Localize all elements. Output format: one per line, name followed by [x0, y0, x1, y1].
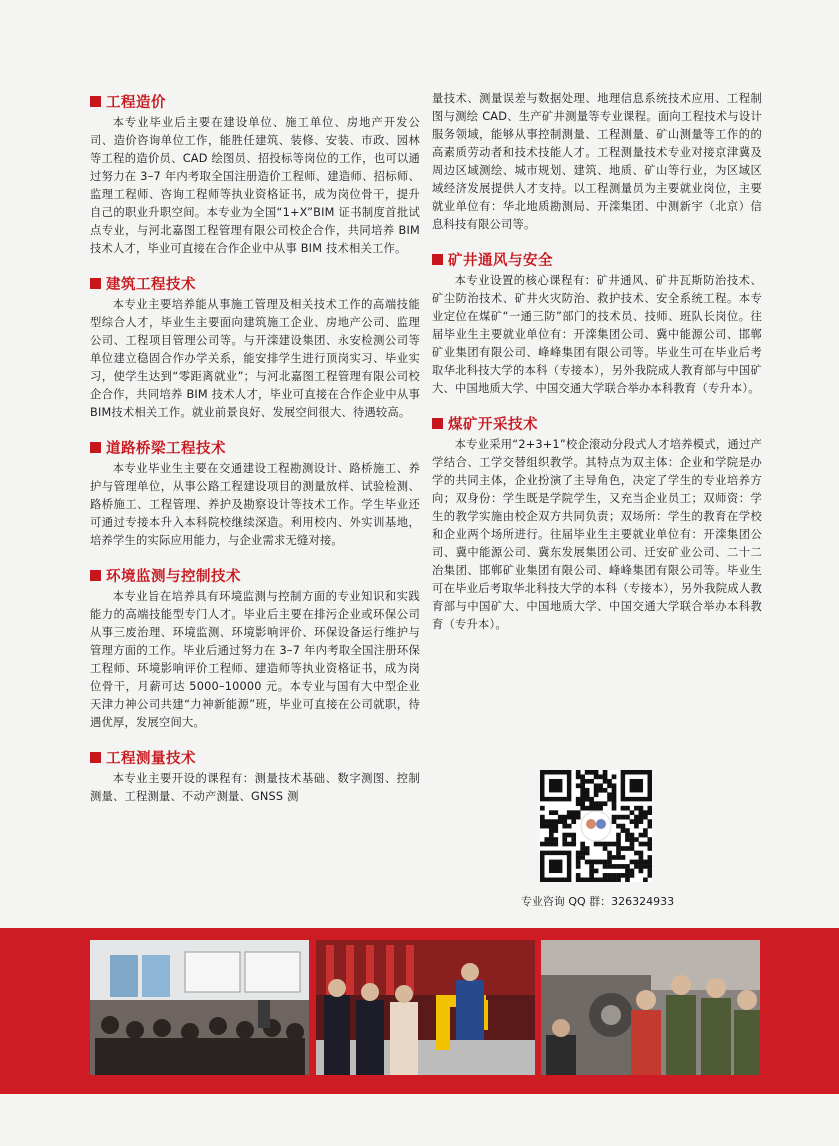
section-cost-engineering [90, 90, 420, 258]
red-square-icon [432, 254, 443, 265]
section-text: 量技术、测量误差与数据处理、地理信息系统技术应用、工程制图与测绘 CAD、生产矿井测量等专业课程。面向工程技术与设计服务领域，能够从事控制测量、工程测量、矿山测量等工作的的高素质劳动者和技术技能人才。工程测量技术专业对接京津冀及周边区域测绘、城市规划、建筑、地质、矿山等行业，为区域区域经济发展提供人才支持。以工程测量员为主要就业岗位，主要就业单位有：华北地质勘测局、开滦集团、中测新宇（北京）信息科技有限公司等。 [432, 92, 762, 231]
section-surveying-continued [432, 90, 762, 234]
qq-group-caption: 专业咨询 QQ 群：326324933 [520, 895, 675, 908]
red-square-icon [90, 278, 101, 289]
red-square-icon [90, 442, 101, 453]
section-title: 工程造价 [106, 94, 166, 111]
section-surveying [90, 746, 420, 806]
section-coal-mining [432, 412, 762, 634]
section-title: 建筑工程技术 [106, 276, 196, 293]
section-heading [432, 412, 762, 434]
red-square-icon [90, 752, 101, 763]
red-square-icon [432, 418, 443, 429]
section-environment [90, 564, 420, 732]
section-heading [90, 746, 420, 768]
section-title: 环境监测与控制技术 [106, 568, 241, 585]
section-heading [90, 436, 420, 458]
section-heading [90, 564, 420, 586]
section-building-engineering [90, 272, 420, 422]
section-heading [90, 90, 420, 112]
section-title: 道路桥梁工程技术 [106, 440, 226, 457]
red-square-icon [90, 96, 101, 107]
robot-lab-photo [316, 940, 535, 1075]
section-mine-ventilation [432, 248, 762, 398]
section-text: 本专业毕业后主要在建设单位、施工单位、房地产开发公司、造价咨询单位工作，能胜任建筑、装修、安装、市政、园林等工程的造价员、CAD 绘图员、招投标等岗位的工作，也可以通过努力在 3–7 年内考取全国注册造价工程师、建造师、招标师、监理工程师、咨询工程师等执业资格证书，成为岗位骨干，提升自己的职业升职空间。本专业为全国“1+X”BIM 证书制度首批试点专业，与河北嘉图工程管理有限公司校企合作，共同培养 BIM 技术人才，毕业可直接在合作企业中从事 BIM 技术相关工作。 [90, 116, 420, 255]
section-title: 工程测量技术 [106, 750, 196, 767]
qr-code-image[interactable] [540, 770, 652, 882]
section-text: 本专业主要培养能从事施工管理及相关技术工作的高端技能型综合人才，毕业生主要面向建筑施工企业、房地产公司、监理公司、工程项目管理公司等。与开滦建设集团、永安检测公司等单位建立稳固合作办学关系，能安排学生进行顶岗实习、毕业实习，使学生达到“零距离就业”；与河北嘉图工程管理有限公司校企合作，共同培养 BIM 技术人才，毕业可直接在合作企业中从事BIM技术相关工作。就业前景良好、发展空间很大、待遇较高。 [90, 298, 420, 419]
workshop-photo [541, 940, 760, 1075]
classroom-photo [90, 940, 309, 1075]
bottom-margin [0, 1094, 839, 1146]
section-text: 本专业主要开设的课程有：测量技术基础、数字测图、控制测量、工程测量、不动产测量、GNSS 测 [90, 772, 420, 803]
right-column [432, 90, 762, 648]
section-heading [90, 272, 420, 294]
section-title: 矿井通风与安全 [448, 252, 553, 269]
section-text: 本专业设置的核心课程有：矿井通风、矿井瓦斯防治技术、矿尘防治技术、矿井火灾防治、救护技术、安全系统工程。本专业定位在煤矿“一通三防”部门的技术员、技师、班队长岗位。往届毕业生主要就业单位有：开滦集团公司、冀中能源公司、邯郸矿业集团有限公司、峰峰集团有限公司等。毕业生可在毕业后考取华北科技大学的本科（专接本），另外我院成人教育部与中国矿大、中国地质大学、中国交通大学联合举办本科教育（专升本）。 [432, 274, 762, 395]
left-column [90, 90, 420, 820]
section-title: 煤矿开采技术 [448, 416, 538, 433]
section-text: 本专业旨在培养具有环境监测与控制方面的专业知识和实践能力的高端技能型专门人才。毕业后主要在排污企业或环保公司从事三废治理、环境监测、环境影响评价、环保设备运行维护与管理方面的工作。毕业后通过努力在 3–7 年内考取全国注册环保工程师、环境影响评价工程师、建造师等执业资格证书，成为岗位骨干，月薪可达 5000–10000 元。本专业与国有大中型企业天津力神公司共建“力神新能源”班，毕业可直接在公司就职，待遇优厚，发展空间大。 [90, 590, 420, 729]
section-text: 本专业毕业生主要在交通建设工程勘测设计、路桥施工、养护与管理单位，从事公路工程建设项目的测量放样、试验检测、路桥施工、工程管理、养护及勘察设计等技术工作。学生毕业还可通过专接本升入本科院校继续深造。利用校内、外实训基地，培养学生的实际应用能力，与企业需求无缝对接。 [90, 462, 420, 547]
section-road-bridge [90, 436, 420, 550]
qr-code-graphic [540, 770, 652, 882]
red-square-icon [90, 570, 101, 581]
section-text: 本专业采用“2+3+1”校企滚动分段式人才培养模式，通过产学结合、工学交替组织教学。其特点为双主体：企业和学院是办学的共同主体，企业扮演了主导角色，决定了学生的专业培养方向；双身份：学生既是学院学生，又充当企业员工；双师资：学生的教学实施由校企双方共同负责；双场所：学生的教育在学校和企业两个场所进行。往届毕业生主要就业单位有：开滦集团公司、冀中能源公司、冀东发展集团公司、迁安矿业公司、二十二冶集团、邯郸矿业集团有限公司、峰峰集团有限公司等。毕业生可在毕业后考取华北科技大学的本科（专接本），另外我院成人教育部与中国矿大、中国地质大学、中国交通大学联合举办本科教育（专升本）。 [432, 438, 762, 631]
section-heading [432, 248, 762, 270]
